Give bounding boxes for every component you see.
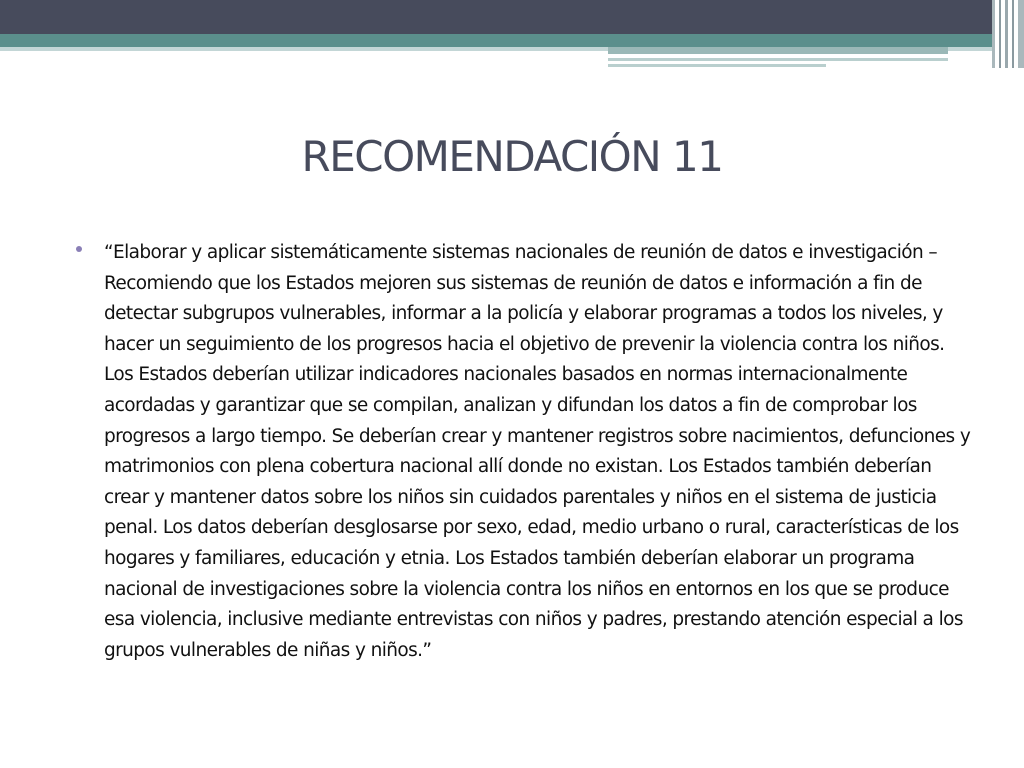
header-accent-line	[608, 58, 948, 61]
header-teal-band	[0, 34, 1024, 47]
bullet-item	[76, 238, 976, 666]
corner-stripes-decoration	[992, 0, 1024, 68]
header-dark-band	[0, 0, 1024, 34]
bullet-text: “Elaborar y aplicar sistemáticamente sistemas nacionales de reunión de datos e investigación – Recomiendo que los Estados mejoren sus sistemas de reunión de datos e información a fin de detectar subgrupos vulnerables, informar a la policía y elaborar programas a todos los niveles, y hacer un seguimiento de los progresos hacia el objetivo de prevenir la violencia contra los niños. Los Estados deberían utilizar indicadores nacionales basados en normas internacionalmente acordadas y garantizar que se compilan, analizan y difundan los datos a fin de comprobar los progresos a largo tiempo. Se deberían crear y mantener registros sobre nacimientos, defunciones y matrimonios con plena cobertura nacional allí donde no existan. Los Estados también deberían crear y mantener datos sobre los niños sin cuidados parentales y niños en el sistema de justicia penal. Los datos deberían desglosarse por sexo, edad, medio urbano o rural, características de los hogares y familiares, educación y etnia. Los Estados también deberían elaborar un programa nacional de investigaciones sobre la violencia contra los niños en entornos en los que se produce esa violencia, inclusive mediante entrevistas con niños y padres, prestando atención especial a los grupos vulnerables de niñas y niños.”	[104, 242, 971, 661]
header-accent-line-short	[608, 64, 826, 67]
slide-title: RECOMENDACIÓN 11	[301, 132, 723, 181]
header-accent-block	[608, 47, 948, 54]
slide-body	[76, 238, 976, 666]
bullet-icon	[76, 246, 82, 252]
